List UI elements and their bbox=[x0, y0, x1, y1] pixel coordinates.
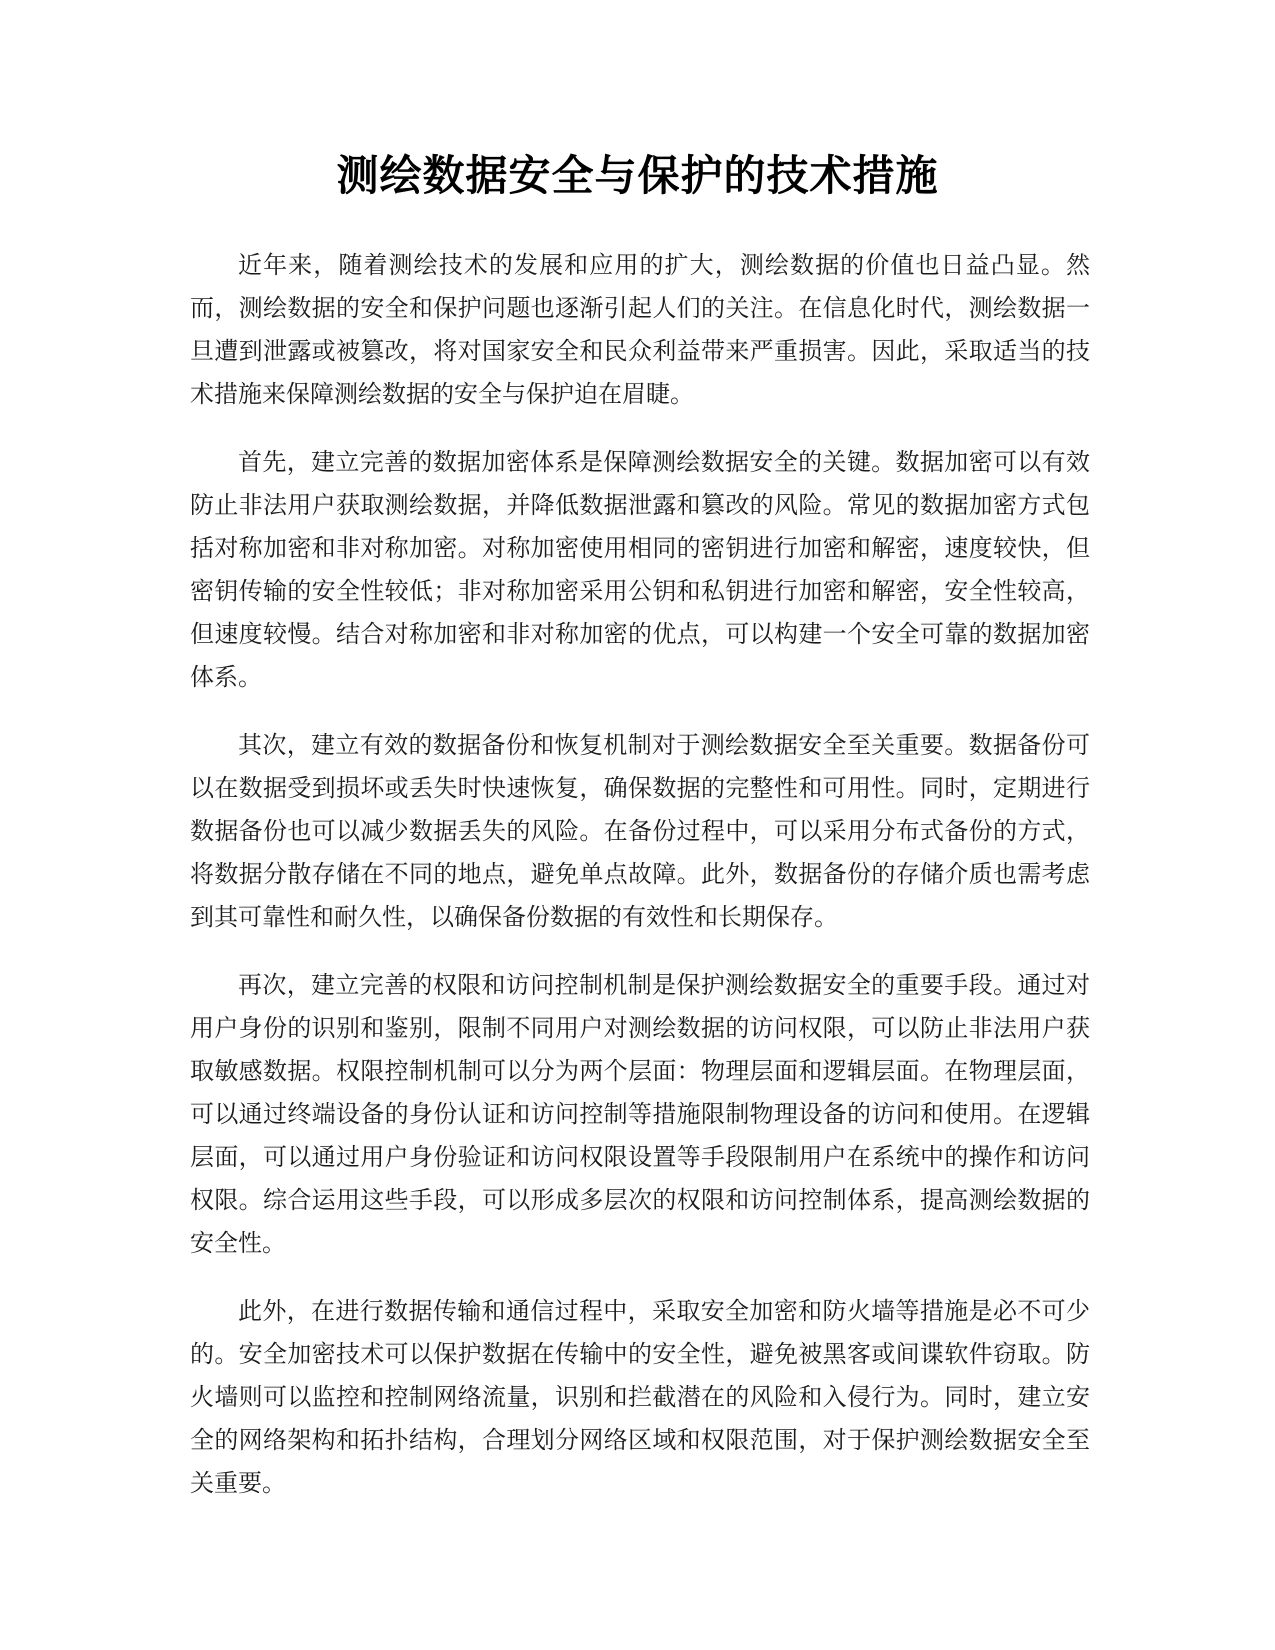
paragraph-access-control: 再次，建立完善的权限和访问控制机制是保护测绘数据安全的重要手段。通过对用户身份的识别和鉴别，限制不同用户对测绘数据的访问权限，可以防止非法用户获取敏感数据。权限控制机制可以分为两个层面：物理层面和逻辑层面。在物理层面，可以通过终端设备的身份认证和访问控制等措施限制物理设备的访问和使用。在逻辑层面，可以通过用户身份验证和访问权限设置等手段限制用户在系统中的操作和访问权限。综合运用这些手段，可以形成多层次的权限和访问控制体系，提高测绘数据的安全性。 bbox=[190, 971, 1090, 1257]
document-body bbox=[190, 244, 1090, 1530]
paragraph-encryption: 首先，建立完善的数据加密体系是保障测绘数据安全的关键。数据加密可以有效防止非法用户获取测绘数据，并降低数据泄露和篡改的风险。常见的数据加密方式包括对称加密和非对称加密。对称加密使用相同的密钥进行加密和解密，速度较快，但密钥传输的安全性较低；非对称加密采用公钥和私钥进行加密和解密，安全性较高，但速度较慢。结合对称加密和非对称加密的优点，可以构建一个安全可靠的数据加密体系。 bbox=[190, 448, 1090, 691]
document-title: 测绘数据安全与保护的技术措施 bbox=[336, 151, 939, 200]
paragraph-backup: 其次，建立有效的数据备份和恢复机制对于测绘数据安全至关重要。数据备份可以在数据受到损坏或丢失时快速恢复，确保数据的完整性和可用性。同时，定期进行数据备份也可以减少数据丢失的风险。在备份过程中，可以采用分布式备份的方式，将数据分散存储在不同的地点，避免单点故障。此外，数据备份的存储介质也需考虑到其可靠性和耐久性，以确保备份数据的有效性和长期保存。 bbox=[190, 731, 1090, 931]
paragraph-intro: 近年来，随着测绘技术的发展和应用的扩大，测绘数据的价值也日益凸显。然而，测绘数据的安全和保护问题也逐渐引起人们的关注。在信息化时代，测绘数据一旦遭到泄露或被篡改，将对国家安全和民众利益带来严重损害。因此，采取适当的技术措施来保障测绘数据的安全与保护迫在眉睫。 bbox=[190, 251, 1090, 408]
paragraph-transmission: 此外，在进行数据传输和通信过程中，采取安全加密和防火墙等措施是必不可少的。安全加密技术可以保护数据在传输中的安全性，避免被黑客或间谍软件窃取。防火墙则可以监控和控制网络流量，识别和拦截潜在的风险和入侵行为。同时，建立安全的网络架构和拓扑结构，合理划分网络区域和权限范围，对于保护测绘数据安全至关重要。 bbox=[190, 1297, 1090, 1497]
